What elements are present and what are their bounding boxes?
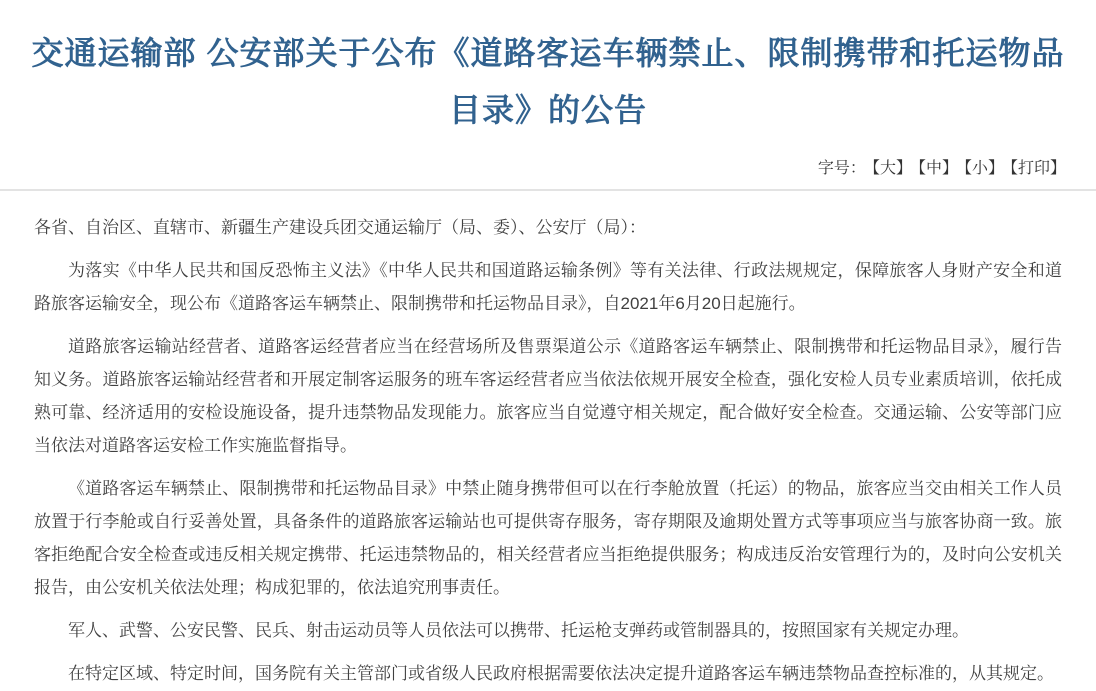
font-size-small-button[interactable]: 【小】 (963, 160, 1004, 177)
paragraph: 《道路客运车辆禁止、限制携带和托运物品目录》中禁止随身携带但可以在行李舱放置（托运）的物品，旅客应当交由相关工作人员放置于行李舱或自行妥善处置，具备条件的道路旅客运输站也可提供寄存服务，寄存期限及逾期处置方式等事项应当与旅客协商一致。旅客拒绝配合安全检查或违反相关规定携带、托运违禁物品的，相关经营者应当拒绝提供服务；构成违反治安管理行为的，及时向公安机关报告，由公安机关依法处理；构成犯罪的，依法追究刑事责任。 (34, 479, 1062, 597)
paragraph: 为落实《中华人民共和国反恐怖主义法》《中华人民共和国道路运输条例》等有关法律、行政法规规定，保障旅客人身财产安全和道路旅客运输安全，现公布《道路客运车辆禁止、限制携带和托运物品目录》，自2021年6月20日起施行。 (34, 261, 1062, 313)
print-button[interactable]: 【打印】 (1009, 160, 1066, 177)
font-size-label: 字号： (817, 160, 866, 177)
font-size-medium-button[interactable]: 【中】 (917, 160, 958, 177)
paragraph: 道路旅客运输站经营者、道路客运经营者应当在经营场所及售票渠道公示《道路客运车辆禁止、限制携带和托运物品目录》，履行告知义务。道路旅客运输站经营者和开展定制客运服务的班车客运经营者应当依法依规开展安全检查，强化安检人员专业素质培训，依托成熟可靠、经济适用的安检设施设备，提升违禁物品发现能力。旅客应当自觉遵守相关规定，配合做好安全检查。交通运输、公安等部门应当依法对道路客运安检工作实施监督指导。 (34, 337, 1062, 455)
paragraph-salutation: 各省、自治区、直辖市、新疆生产建设兵团交通运输厅（局、委）、公安厅（局）： (34, 218, 646, 237)
paragraph: 在特定区域、特定时间，国务院有关主管部门或省级人民政府根据需要依法决定提升道路客运车辆违禁物品查控标准的，从其规定。 (68, 664, 1054, 683)
announcement-page (0, 25, 1096, 691)
paragraph: 军人、武警、公安民警、民兵、射击运动员等人员依法可以携带、托运枪支弹药或管制器具的，按照国家有关规定办理。 (68, 621, 969, 640)
page-title: 交通运输部 公安部关于公布《道路客运车辆禁止、限制携带和托运物品目录》的公告 (31, 35, 1065, 128)
article-body (0, 191, 1096, 690)
font-size-toolbar (30, 159, 1066, 179)
font-size-large-button[interactable]: 【大】 (871, 160, 912, 177)
